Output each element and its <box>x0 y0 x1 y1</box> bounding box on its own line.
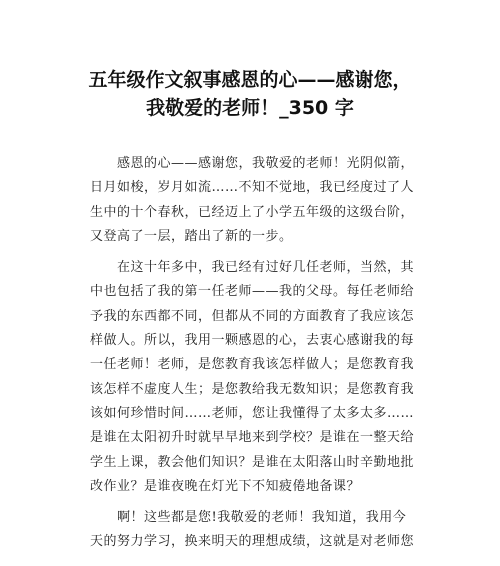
text-line: 改作业？是谁夜晚在灯光下不知疲倦地备课？ <box>90 478 361 494</box>
text-line: 是谁在太阳初升时就早早地来到学校？是谁在一整天给 <box>90 430 415 446</box>
title-line: 五年级作文叙事感恩的心——感谢您， <box>88 69 412 91</box>
text-line: 感恩的心——感谢您，我敬爱的老师！光阴似箭， <box>90 156 415 171</box>
text-line: 在这十年多中，我已经有过好几任老师，当然，其 <box>90 260 415 276</box>
text-line: 该怎样不虚度人生；是您教给我无数知识；是您教育我 <box>90 381 415 397</box>
text-line: 予我的东西都不同，但都从不同的方面教育了我应该怎 <box>90 308 415 324</box>
title-line: 我敬爱的老师！_350 字 <box>146 97 354 119</box>
article-body <box>90 152 420 562</box>
paragraph <box>90 152 420 249</box>
text-line: 一任老师！老师，是您教育我该怎样做人；是您教育我 <box>90 357 415 373</box>
text-line: 学生上课，教会他们知识？是谁在太阳落山时辛勤地批 <box>90 454 415 470</box>
text-line: 天的努力学习，换来明天的理想成绩，这就是对老师您 <box>90 534 415 550</box>
text-line: 样做人。所以，我用一颗感恩的心，去衷心感谢我的每 <box>90 333 415 349</box>
text-line: 日月如梭，岁月如流……不知不觉地，我已经度过了人 <box>90 180 415 196</box>
paragraph <box>90 256 420 499</box>
paragraph <box>90 506 420 555</box>
article-title <box>60 66 440 122</box>
text-line: 啊！这些都是您!我敬爱的老师！我知道，我用今 <box>90 510 407 526</box>
text-line: 中也包括了我的第一任老师——我的父母。每任老师给 <box>90 284 415 300</box>
text-line: 该如何珍惜时间……老师，您让我懂得了太多太多…… <box>90 405 415 421</box>
text-line: 生中的十个春秋，已经迈上了小学五年级的这级台阶， <box>90 204 415 220</box>
text-line: 又登高了一层，踏出了新的一步。 <box>90 228 293 244</box>
